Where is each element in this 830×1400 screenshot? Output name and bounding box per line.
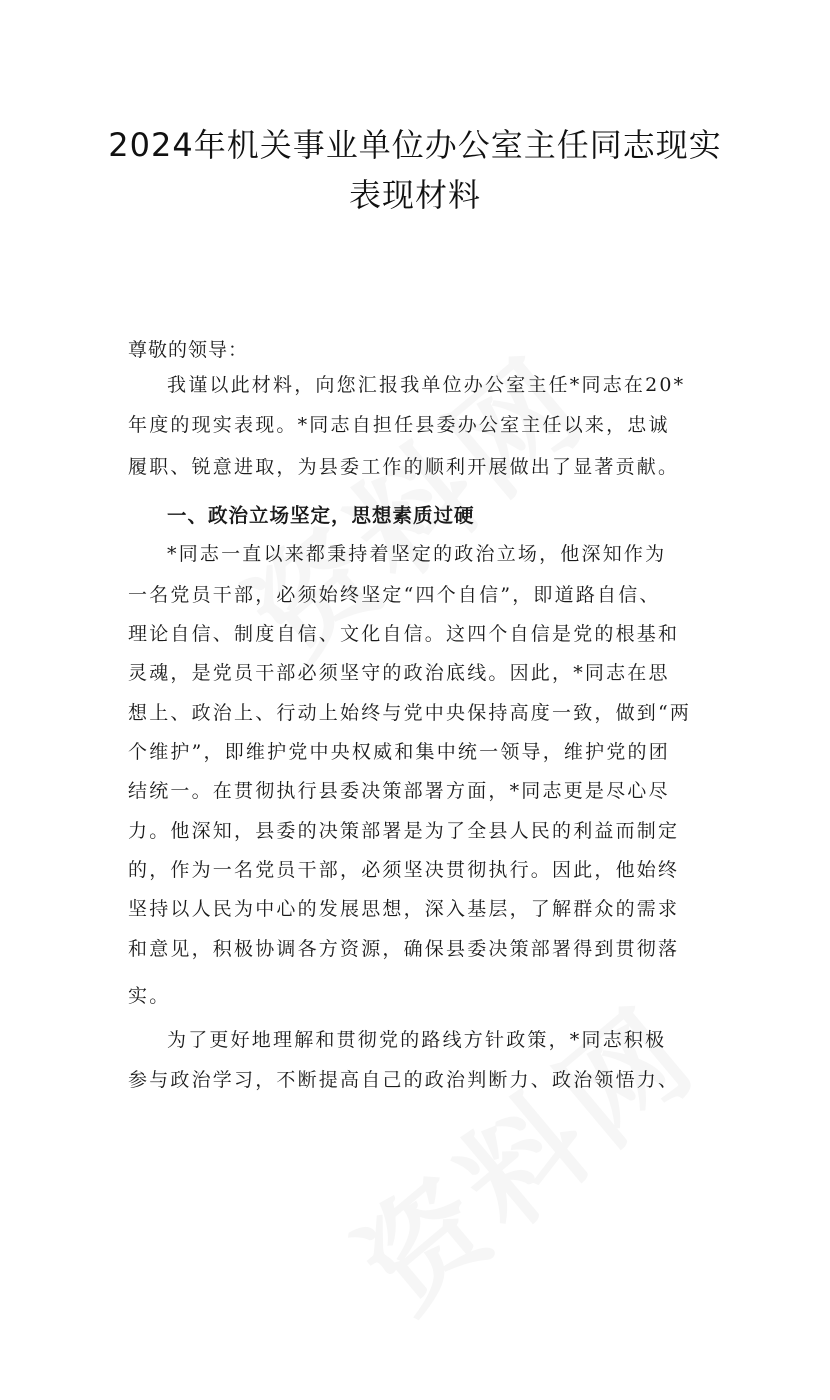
section1-line-5: 想上、政治上、行动上始终与党中央保持高度一致，做到“两 <box>128 702 692 724</box>
document-title-line1: 2024年机关事业单位办公室主任同志现实 <box>108 126 722 164</box>
section2-line-1: 为了更好地理解和贯彻党的路线方针政策，*同志积极 <box>167 1029 667 1051</box>
section1-line-7: 结统一。在贯彻执行县委决策部署方面，*同志更是尽心尽 <box>128 780 670 802</box>
section1-line-11: 和意见，积极协调各方资源，确保县委决策部署得到贯彻落 <box>128 938 680 960</box>
section1-line-3: 理论自信、制度自信、文化自信。这四个自信是党的根基和 <box>128 623 680 645</box>
section1-line-1: *同志一直以来都秉持着坚定的政治立场，他深知作为 <box>167 543 667 565</box>
section1-line-9: 的，作为一名党员干部，必须坚决贯彻执行。因此，他始终 <box>128 859 680 881</box>
section1-line-4: 灵魂，是党员干部必须坚守的政治底线。因此，*同志在思 <box>128 662 670 684</box>
intro-line-1: 我谨以此材料，向您汇报我单位办公室主任*同志在20* <box>167 374 686 396</box>
section1-line-12: 实。 <box>128 985 171 1007</box>
intro-line-2: 年度的现实表现。*同志自担任县委办公室主任以来，忠诚 <box>128 414 670 436</box>
section2-line-2: 参与政治学习，不断提高自己的政治判断力、政治领悟力、 <box>128 1069 680 1091</box>
section1-line-10: 坚持以人民为中心的发展思想，深入基层，了解群众的需求 <box>128 898 680 920</box>
document-title-line2: 表现材料 <box>348 176 481 214</box>
section1-line-8: 力。他深知，县委的决策部署是为了全县人民的利益而制定 <box>128 820 680 842</box>
intro-line-3: 履职、锐意进取，为县委工作的顺利开展做出了显著贡献。 <box>128 456 680 478</box>
section-heading-1: 一、政治立场坚定，思想素质过硬 <box>167 504 475 527</box>
section1-line-6: 个维护”，即维护党中央权威和集中统一领导，维护党的团 <box>128 741 670 763</box>
salutation: 尊敬的领导： <box>128 339 249 361</box>
section1-line-2: 一名党员干部，必须始终坚定“四个自信”，即道路自信、 <box>128 584 661 606</box>
